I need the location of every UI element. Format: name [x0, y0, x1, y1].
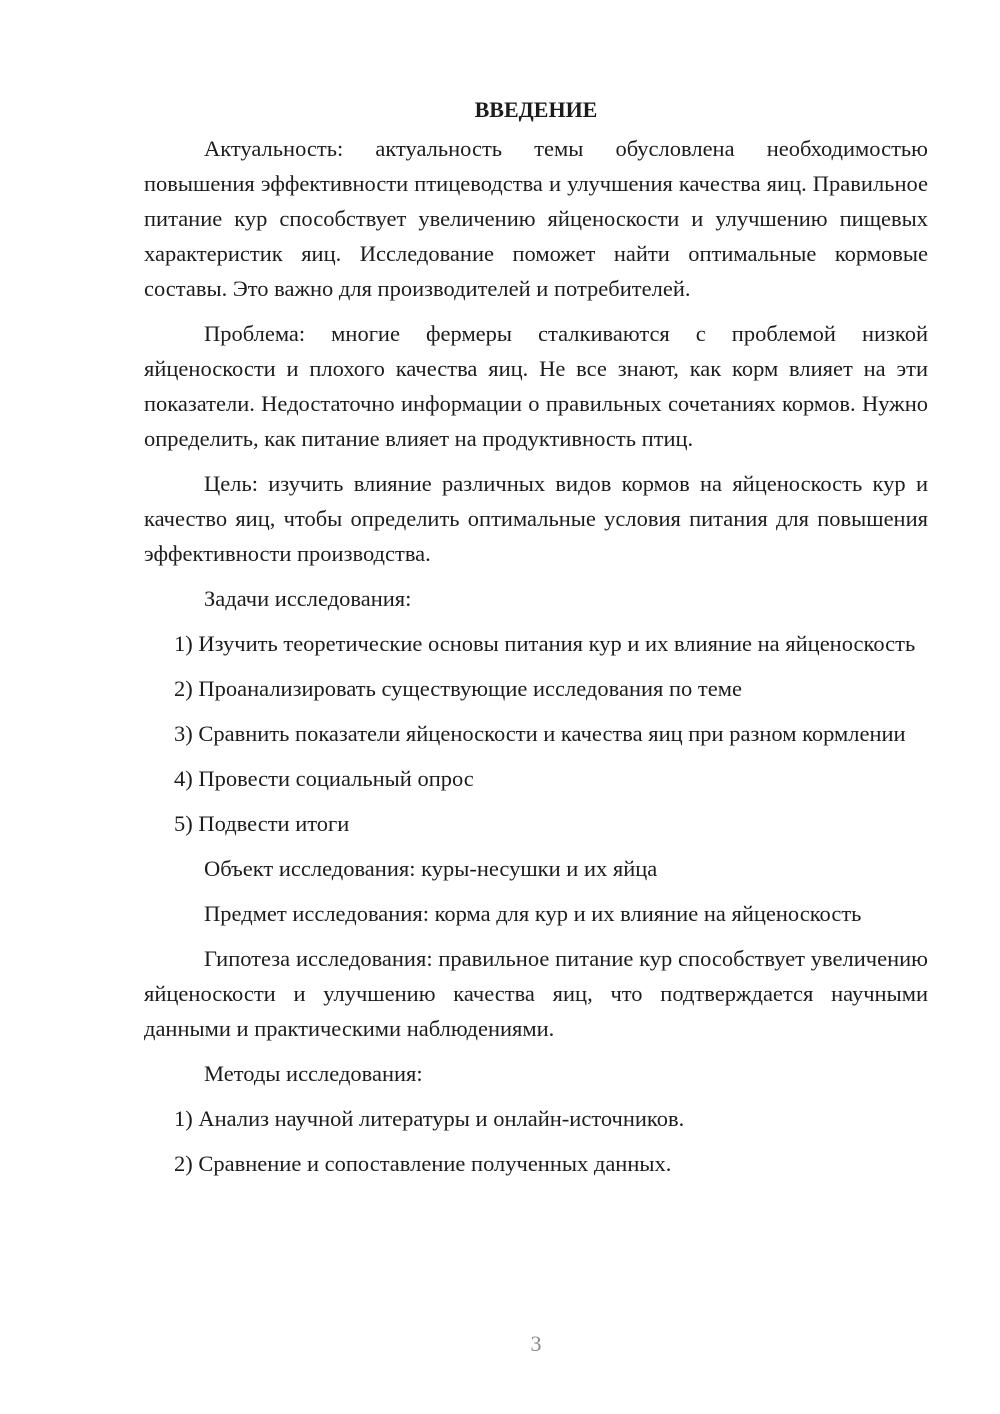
subject-paragraph: Предмет исследования: корма для кур и их влияние на яйценоскость — [204, 901, 862, 926]
tasks-heading: Задачи исследования: — [204, 586, 412, 611]
method-item: 2) Сравнение и сопоставление полученных данных. — [174, 1151, 672, 1176]
method-item: 1) Анализ научной литературы и онлайн-источников. — [174, 1106, 685, 1131]
task-item: 4) Провести социальный опрос — [174, 766, 474, 791]
page-number: 3 — [530, 1331, 542, 1356]
document-page — [144, 92, 928, 1191]
hypothesis-paragraph: Гипотеза исследования: правильное питание кур способствует увеличению яйценоскости и улучшению качества яиц, что подтверждается научными данными и практическими наблюдениями. — [144, 946, 928, 1041]
object-paragraph: Объект исследования: куры-несушки и их яйца — [204, 856, 658, 881]
goal-paragraph: Цель: изучить влияние различных видов кормов на яйценоскость кур и качество яиц, чтобы определить оптимальные условия питания для повышения эффективности производства. — [144, 471, 928, 566]
relevance-paragraph: Актуальность: актуальность темы обусловлена необходимостью повышения эффективности птицеводства и улучшения качества яиц. Правильное питание кур способствует увеличению яйценоскости и улучшению пищевых характеристик яиц. Исследование поможет найти оптимальные кормовые составы. Это важно для производителей и потребителей. — [144, 136, 928, 301]
methods-heading: Методы исследования: — [204, 1061, 423, 1086]
section-title: ВВЕДЕНИЕ — [474, 97, 598, 122]
problem-paragraph: Проблема: многие фермеры сталкиваются с проблемой низкой яйценоскости и плохого качества яиц. Не все знают, как корм влияет на эти показатели. Недостаточно информации о правильных сочетаниях кормов. Нужно определить, как питание влияет на продуктивность птиц. — [144, 321, 928, 451]
task-item: 3) Сравнить показатели яйценоскости и качества яиц при разном кормлении — [174, 721, 906, 746]
task-item: 2) Проанализировать существующие исследования по теме — [174, 676, 742, 701]
task-item: 5) Подвести итоги — [174, 811, 350, 836]
task-item: 1) Изучить теоретические основы питания кур и их влияние на яйценоскость — [174, 631, 916, 656]
